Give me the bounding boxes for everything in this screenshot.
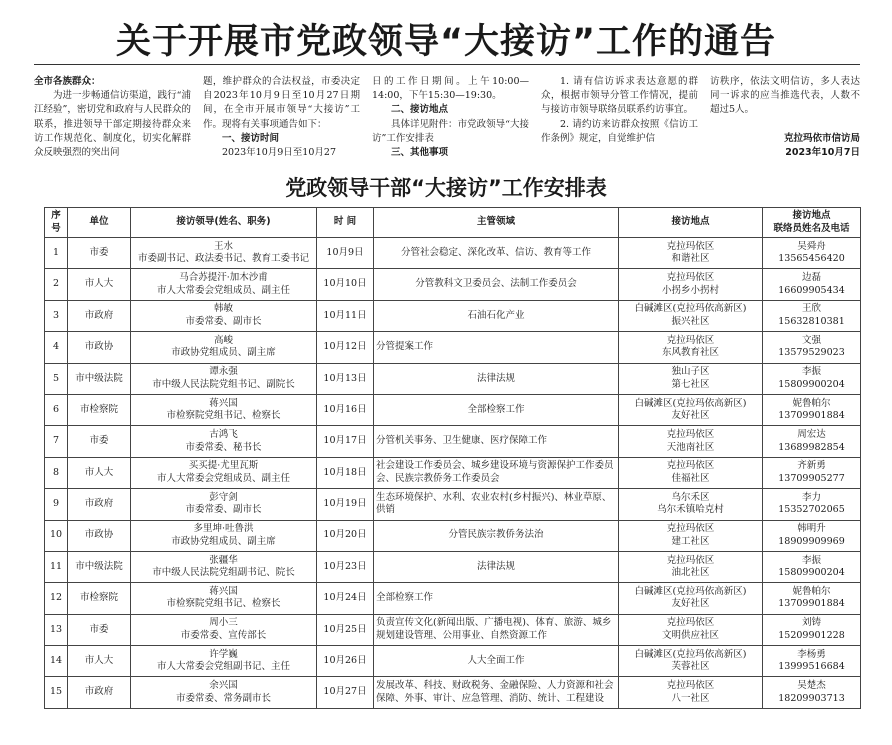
leader-name: 蒋兴国 (209, 585, 238, 597)
cell-place (619, 489, 763, 520)
cell-leader (131, 238, 317, 269)
cell-date: 10月25日 (317, 614, 374, 645)
table-row (45, 614, 861, 645)
cell-leader (131, 614, 317, 645)
place-district: 克拉玛依区 (666, 460, 715, 472)
cell-leader (131, 363, 317, 394)
table-row (45, 332, 861, 363)
cell-date: 10月24日 (317, 583, 374, 614)
cell-unit: 市政协 (68, 332, 131, 363)
place-district: 克拉玛依区 (666, 680, 715, 692)
leader-name: 许学巍 (209, 648, 238, 660)
table-row (45, 489, 861, 520)
contact-name: 李力 (801, 491, 821, 503)
cell-contact (763, 426, 861, 457)
cell-unit: 市人大 (68, 646, 131, 677)
cell-no: 10 (45, 520, 68, 551)
cell-leader (131, 677, 317, 708)
cell-leader (131, 332, 317, 363)
cell-area: 法律法规 (374, 363, 619, 394)
header-time: 时 间 (317, 208, 374, 238)
contact-name: 周宏达 (797, 429, 826, 441)
contact-name: 李杨勇 (797, 648, 826, 660)
notice-paragraph: 2. 请约访来访群众按照《信访工作条例》规定，自觉维护信 (541, 118, 698, 144)
contact-phone: 15809900204 (778, 567, 845, 579)
contact-name: 李振 (801, 554, 821, 566)
leader-title: 市委常委、秘书长 (185, 441, 262, 453)
notice-paragraph: 为进一步畅通信访渠道，践行“浦江经验”，密切党和政府与人民群众的联系，推进领导干部定期接待群众来访工作规范化、制度化，切实化解群众反映强烈的突出问 (34, 90, 191, 159)
cell-area: 负责宣传文化(新闻出版、广播电视)、体育、旅游、城乡规划建设管理、公用事业、自然资源工作 (374, 614, 619, 645)
place-community: 文明供应社区 (661, 629, 719, 641)
cell-area: 分管提案工作 (374, 332, 619, 363)
cell-no: 1 (45, 238, 68, 269)
cell-leader (131, 300, 317, 331)
place-community: 建工社区 (671, 535, 710, 547)
place-community: 小拐乡小拐村 (661, 284, 719, 296)
cell-place (619, 520, 763, 551)
contact-name: 刘铸 (801, 617, 821, 629)
cell-area: 生态环境保护、水利、农业农村(乡村振兴)、林业草原、供销 (374, 489, 619, 520)
cell-leader (131, 583, 317, 614)
place-community: 天池南社区 (666, 441, 715, 453)
table-row (45, 583, 861, 614)
table-row (45, 238, 861, 269)
leader-name: 王水 (213, 240, 233, 252)
cell-contact (763, 520, 861, 551)
notice-column-4 (541, 75, 698, 146)
cell-date: 10月17日 (317, 426, 374, 457)
cell-no: 7 (45, 426, 68, 457)
leader-title: 市人大常委会党组副书记、主任 (156, 661, 290, 673)
contact-phone: 13709901884 (778, 598, 845, 610)
cell-date: 10月26日 (317, 646, 374, 677)
table-row (45, 520, 861, 551)
leader-name: 韩敏 (213, 303, 233, 315)
cell-leader (131, 489, 317, 520)
section-heading-place: 二、接访地点 (391, 104, 449, 116)
cell-area: 分管教科文卫委员会、法制工作委员会 (374, 269, 619, 300)
cell-date: 10月23日 (317, 551, 374, 582)
leader-name: 多里坤·吐鲁洪 (193, 523, 254, 535)
cell-date: 10月19日 (317, 489, 374, 520)
cell-area: 全部检察工作 (374, 394, 619, 425)
cell-place (619, 551, 763, 582)
cell-place (619, 300, 763, 331)
contact-phone: 13565456420 (778, 253, 845, 265)
cell-unit: 市政府 (68, 300, 131, 331)
cell-no: 12 (45, 583, 68, 614)
cell-contact (763, 646, 861, 677)
notice-paragraph: 访秩序，依法文明信访，多人表达同一诉求的应当推选代表，人数不超过5人。 (710, 76, 860, 116)
header-contact-line2: 联络员姓名及电话 (773, 222, 850, 234)
contact-phone: 15209901228 (778, 629, 845, 641)
place-community: 佳福社区 (671, 472, 710, 484)
cell-date: 10月16日 (317, 394, 374, 425)
table-row (45, 269, 861, 300)
cell-contact (763, 363, 861, 394)
notice-paragraph: 2023年10月9日至10月27 (222, 147, 336, 159)
contact-name: 妮鲁帕尔 (792, 397, 831, 409)
place-district: 克拉玛依区 (666, 554, 715, 566)
notice-title: 关于开展市党政领导“大接访”工作的通告 (115, 22, 776, 62)
contact-name: 韩明升 (797, 523, 826, 535)
cell-leader (131, 520, 317, 551)
leader-title: 市检察院党组书记、检察长 (166, 410, 281, 422)
place-district: 白碱滩区(克拉玛依高新区) (634, 303, 747, 315)
cell-area: 人大全面工作 (374, 646, 619, 677)
cell-contact (763, 394, 861, 425)
cell-contact (763, 238, 861, 269)
cell-leader (131, 394, 317, 425)
contact-name: 妮鲁帕尔 (792, 585, 831, 597)
cell-contact (763, 583, 861, 614)
cell-contact (763, 269, 861, 300)
notice-column-2 (203, 75, 360, 160)
place-district: 白碱滩区(克拉玛依高新区) (634, 397, 747, 409)
contact-phone: 16609905434 (778, 284, 845, 296)
cell-area: 法律法规 (374, 551, 619, 582)
cell-area: 分管社会稳定、深化改革、信访、教育等工作 (374, 238, 619, 269)
cell-unit: 市中级法院 (68, 551, 131, 582)
leader-title: 市委常委、副市长 (185, 504, 262, 516)
contact-name: 王欣 (801, 303, 821, 315)
contact-phone: 13709905277 (778, 472, 845, 484)
place-community: 乌尔禾镇哈克村 (657, 504, 724, 516)
place-district: 独山子区 (671, 366, 710, 378)
issue-date: 2023年10月7日 (785, 146, 860, 158)
leader-title: 市检察院党组书记、检察长 (166, 598, 281, 610)
leader-title: 市人大常委会党组成员、副主任 (156, 472, 290, 484)
place-community: 东风教育社区 (661, 347, 719, 359)
cell-place (619, 457, 763, 488)
section-heading-time: 一、接访时间 (222, 132, 280, 144)
cell-contact (763, 332, 861, 363)
cell-no: 11 (45, 551, 68, 582)
contact-phone: 13999516684 (778, 661, 845, 673)
header-unit: 单位 (68, 208, 131, 238)
leader-title: 市中级人民法院党组书记、副院长 (152, 378, 295, 390)
contact-phone: 13579529023 (778, 347, 845, 359)
cell-unit: 市检察院 (68, 583, 131, 614)
leader-name: 买买提·尤里瓦斯 (188, 460, 259, 472)
cell-no: 3 (45, 300, 68, 331)
cell-date: 10月13日 (317, 363, 374, 394)
cell-leader (131, 269, 317, 300)
header-contact-line1: 接访地点 (792, 210, 831, 221)
title-divider (34, 64, 860, 65)
cell-unit: 市政协 (68, 520, 131, 551)
cell-date: 10月20日 (317, 520, 374, 551)
leader-name: 余兴国 (209, 680, 238, 692)
leader-title: 市委常委、常务副市长 (175, 692, 271, 704)
cell-area: 石油石化产业 (374, 300, 619, 331)
cell-contact (763, 489, 861, 520)
cell-place (619, 646, 763, 677)
notice-paragraph: 1. 请有信访诉求表达意愿的群众，根据市领导分管工作情况，提前与接访市领导联络员联系约访事宜。 (541, 76, 698, 116)
contact-phone: 13689982854 (778, 441, 845, 453)
table-header-row (45, 208, 861, 238)
contact-name: 文强 (801, 334, 821, 346)
cell-unit: 市委 (68, 614, 131, 645)
place-community: 八一社区 (671, 692, 710, 704)
salutation: 全市各族群众： (34, 76, 101, 87)
cell-contact (763, 551, 861, 582)
contact-phone: 18909909969 (778, 535, 845, 547)
leader-name: 马合苏提汗·加木沙甫 (179, 272, 268, 284)
cell-unit: 市人大 (68, 269, 131, 300)
cell-unit: 市委 (68, 238, 131, 269)
cell-no: 5 (45, 363, 68, 394)
table-row (45, 646, 861, 677)
cell-leader (131, 426, 317, 457)
cell-no: 15 (45, 677, 68, 708)
cell-no: 13 (45, 614, 68, 645)
schedule-title: 党政领导干部“大接访”工作安排表 (285, 176, 607, 200)
cell-leader (131, 646, 317, 677)
cell-unit: 市检察院 (68, 394, 131, 425)
cell-place (619, 363, 763, 394)
leader-name: 古鸿飞 (209, 429, 238, 441)
leader-title: 市政协党组成员、副主席 (171, 535, 276, 547)
place-community: 振兴社区 (671, 315, 710, 327)
table-row (45, 394, 861, 425)
place-district: 克拉玛依区 (666, 617, 715, 629)
contact-phone: 15352702065 (778, 504, 845, 516)
cell-no: 9 (45, 489, 68, 520)
place-community: 友好社区 (671, 410, 710, 422)
notice-column-3 (372, 75, 529, 160)
cell-unit: 市人大 (68, 457, 131, 488)
cell-no: 4 (45, 332, 68, 363)
table-row (45, 363, 861, 394)
cell-date: 10月10日 (317, 269, 374, 300)
cell-contact (763, 300, 861, 331)
table-row (45, 300, 861, 331)
notice-paragraph: 题，维护群众的合法权益，市委决定自2023年10月9日至10月27日期间，在全市开展市领导“大接访”工作。现将有关事项通告如下： (203, 76, 360, 130)
header-leader: 接访领导(姓名、职务) (131, 208, 317, 238)
cell-unit: 市委 (68, 426, 131, 457)
leader-title: 市委常委、宣传部长 (180, 629, 267, 641)
cell-place (619, 269, 763, 300)
cell-place (619, 426, 763, 457)
contact-phone: 15632810381 (778, 315, 845, 327)
schedule-table (44, 207, 861, 709)
cell-place (619, 583, 763, 614)
cell-contact (763, 457, 861, 488)
cell-contact (763, 677, 861, 708)
cell-area: 全部检察工作 (374, 583, 619, 614)
cell-area: 分管机关事务、卫生健康、医疗保障工作 (374, 426, 619, 457)
place-district: 克拉玛依区 (666, 240, 715, 252)
notice-column-1 (34, 75, 191, 160)
cell-place (619, 677, 763, 708)
contact-name: 边磊 (801, 272, 821, 284)
cell-place (619, 614, 763, 645)
cell-no: 14 (45, 646, 68, 677)
cell-no: 6 (45, 394, 68, 425)
cell-unit: 市政府 (68, 489, 131, 520)
cell-date: 10月12日 (317, 332, 374, 363)
notice-paragraph: 具体详见附件：市党政领导“大接访”工作安排表 (372, 118, 529, 144)
cell-date: 10月11日 (317, 300, 374, 331)
cell-no: 2 (45, 269, 68, 300)
cell-area: 分管民族宗教侨务法治 (374, 520, 619, 551)
place-community: 第七社区 (671, 378, 710, 390)
contact-name: 吴楚杰 (797, 680, 826, 692)
issuing-organization: 克拉玛依市信访局 (783, 132, 860, 144)
place-district: 克拉玛依区 (666, 429, 715, 441)
header-no: 序号 (45, 208, 68, 238)
header-area: 主管领域 (374, 208, 619, 238)
contact-name: 吴舜舟 (797, 240, 826, 252)
leader-title: 市政协党组成员、副主席 (171, 347, 276, 359)
cell-date: 10月18日 (317, 457, 374, 488)
cell-unit: 市中级法院 (68, 363, 131, 394)
header-contact (763, 208, 861, 238)
leader-title: 市委常委、副市长 (185, 315, 262, 327)
cell-place (619, 238, 763, 269)
place-district: 克拉玛依区 (666, 523, 715, 535)
place-community: 油北社区 (671, 567, 710, 579)
leader-title: 市人大常委会党组成员、副主任 (156, 284, 290, 296)
header-place: 接访地点 (619, 208, 763, 238)
leader-name: 谭永强 (209, 366, 238, 378)
table-row (45, 457, 861, 488)
cell-place (619, 394, 763, 425)
place-district: 克拉玛依区 (666, 334, 715, 346)
place-district: 乌尔禾区 (671, 491, 710, 503)
contact-name: 齐新勇 (797, 460, 826, 472)
cell-contact (763, 614, 861, 645)
section-heading-other: 三、其他事项 (391, 147, 449, 159)
place-district: 克拉玛依区 (666, 272, 715, 284)
cell-no: 8 (45, 457, 68, 488)
cell-area: 发展改革、科技、财政税务、金融保险、人力资源和社会保障、外事、审计、应急管理、消防、统计、工程建设 (374, 677, 619, 708)
leader-name: 张疆华 (209, 554, 238, 566)
cell-leader (131, 457, 317, 488)
leader-name: 蒋兴国 (209, 397, 238, 409)
leader-name: 周小三 (209, 617, 238, 629)
cell-date: 10月27日 (317, 677, 374, 708)
cell-place (619, 332, 763, 363)
table-row (45, 426, 861, 457)
table-row (45, 551, 861, 582)
cell-leader (131, 551, 317, 582)
leader-title: 市委副书记、政法委书记、教育工委书记 (137, 253, 309, 265)
notice-column-5 (710, 75, 860, 160)
contact-phone: 13709901884 (778, 410, 845, 422)
contact-phone: 15809900204 (778, 378, 845, 390)
place-community: 芙蓉社区 (671, 661, 710, 673)
notice-paragraph: 日的工作日期间。上午10:00—14:00，下午15:30—19:30。 (372, 76, 529, 102)
leader-title: 市中级人民法院党组副书记、院长 (152, 567, 295, 579)
table-row (45, 677, 861, 708)
cell-area: 社会建设工作委员会、城乡建设环境与资源保护工作委员会、民族宗教侨务工作委员会 (374, 457, 619, 488)
leader-name: 高峻 (213, 334, 233, 346)
contact-name: 李振 (801, 366, 821, 378)
cell-unit: 市政府 (68, 677, 131, 708)
contact-phone: 18209903713 (778, 692, 845, 704)
place-district: 白碱滩区(克拉玛依高新区) (634, 648, 747, 660)
place-community: 和谐社区 (671, 253, 710, 265)
place-district: 白碱滩区(克拉玛依高新区) (634, 585, 747, 597)
cell-date: 10月9日 (317, 238, 374, 269)
leader-name: 彭守剑 (209, 491, 238, 503)
place-community: 友好社区 (671, 598, 710, 610)
